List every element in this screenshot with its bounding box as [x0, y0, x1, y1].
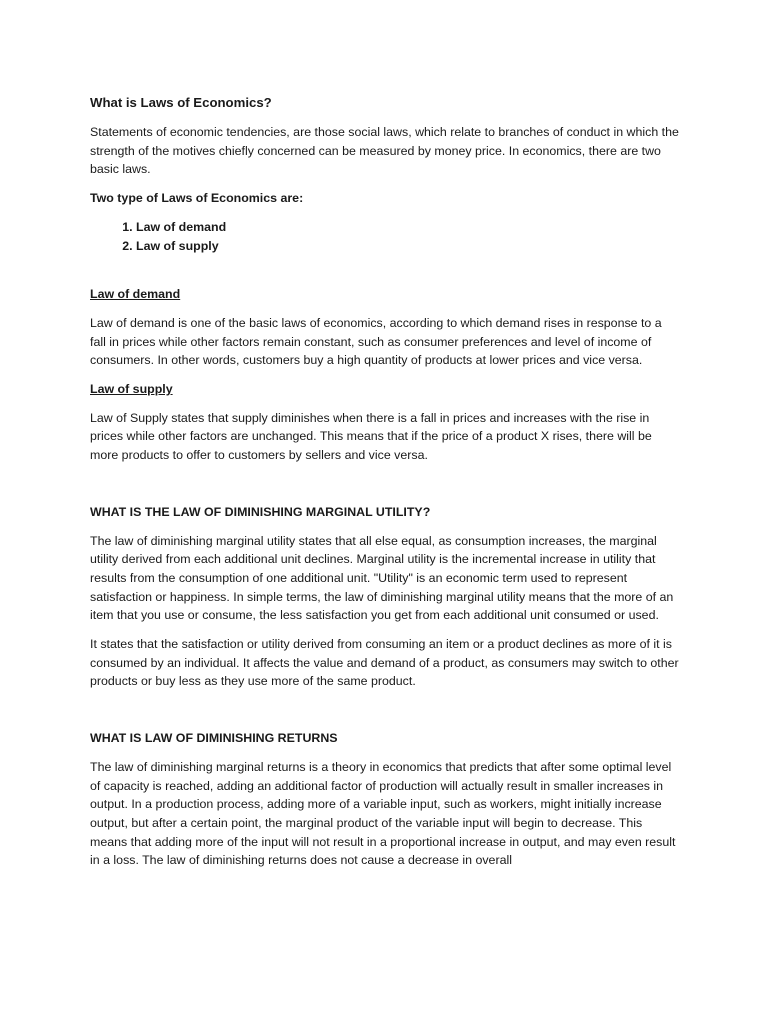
section-heading-utility: WHAT IS THE LAW OF DIMINISHING MARGINAL UTILITY?: [90, 504, 431, 519]
document-body: [90, 94, 680, 880]
supply-paragraph: Law of Supply states that supply diminishes when there is a fall in prices and increases with the rise in prices while other factors are unchanged. This means that if the price of a product X rises, there will be more products to offer to customers by sellers and vice versa.: [90, 410, 652, 463]
section-heading-supply: Law of supply: [90, 382, 173, 397]
list-item: 1. Law of demand: [136, 218, 680, 237]
returns-paragraph-1: The law of diminishing marginal returns is a theory in economics that predicts that after some optimal level of capacity is reached, adding an additional factor of production will actually result in smaller increases in output. In a production process, adding more of a variable input, such as workers, might initially increase output, but after a certain point, the marginal product of the variable input will begin to decrease. This means that adding more of the input will not result in a proportional increase in output, and may even result in a loss. The law of diminishing returns does not cause a decrease in overall: [90, 759, 676, 868]
intro-paragraph: Statements of economic tendencies, are those social laws, which relate to branches of conduct in which the strength of the motives chiefly concerned can be measured by money price. In economics, there are two basic laws.: [90, 125, 679, 177]
spacer: [90, 475, 680, 503]
types-list: [90, 218, 680, 255]
section-heading-demand: Law of demand: [90, 287, 181, 302]
spacer: [90, 255, 680, 285]
list-item: 2. Law of supply: [136, 237, 680, 256]
section-heading-returns: WHAT IS LAW OF DIMINISHING RETURNS: [90, 731, 338, 746]
utility-paragraph-2: It states that the satisfaction or utility derived from consuming an item or a product declines as more of it is consumed by an individual. It affects the value and demand of a product, as consumers may switch to other products or buy less as they use more of the same product.: [90, 637, 679, 689]
spacer: [90, 701, 680, 729]
page-title: What is Laws of Economics?: [90, 95, 272, 110]
types-heading: Two type of Laws of Economics are:: [90, 191, 304, 206]
demand-paragraph: Law of demand is one of the basic laws of economics, according to which demand rises in response to a fall in prices while other factors remain constant, such as consumer preferences and level of income of consumers. In other words, customers buy a high quantity of products at lower prices and vice versa.: [90, 315, 662, 368]
utility-paragraph-1: The law of diminishing marginal utility states that all else equal, as consumption increases, the marginal utility derived from each additional unit declines. Marginal utility is the incremental increase in utility that results from the consumption of one additional unit. "Utility" is an economic term used to represent satisfaction or happiness. In simple terms, the law of diminishing marginal utility means that the more of an item that you use or consume, the less satisfaction you get from each additional unit consumed or used.: [90, 533, 674, 623]
